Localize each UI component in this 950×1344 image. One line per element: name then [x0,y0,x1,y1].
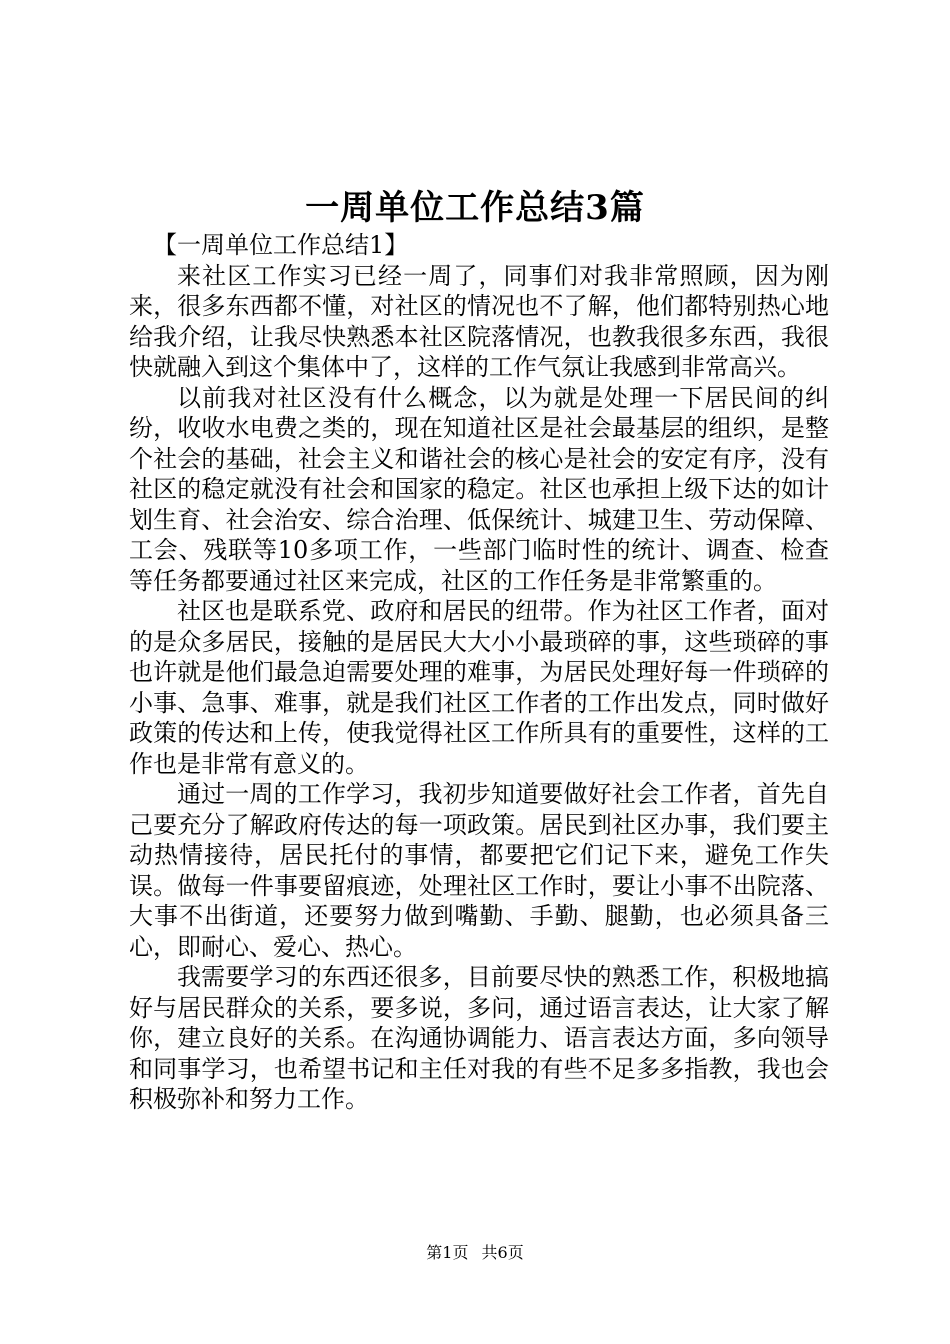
page-number: 第1页 [426,1243,469,1262]
paragraph-3: 社区也是联系党、政府和居民的纽带。作为社区工作者，面对的是众多居民，接触的是居民大大小小最琐碎的事，这些琐碎的事也许就是他们最急迫需要处理的难事，为居民处理好每一件琐碎的小事、急事、难事，就是我们社区工作者的工作出发点，同时做好政策的传达和上传，使我觉得社区工作所具有的重要性，这样的工作也是非常有意义的。 [129,597,829,778]
page-footer [0,1242,950,1264]
paragraph-2: 以前我对社区没有什么概念，以为就是处理一下居民间的纠纷，收收水电费之类的，现在知道社区是社会最基层的组织，是整个社会的基础，社会主义和谐社会的核心是社会的安定有序，没有社区的稳定就没有社会和国家的稳定。社区也承担上级下达的如计划生育、社会治安、综合治理、低保统计、城建卫生、劳动保障、工会、残联等10多项工作，一些部门临时性的统计、调查、检查等任务都要通过社区来完成，社区的工作任务是非常繁重的。 [129,383,829,595]
section-heading: 【一周单位工作总结1】 [153,231,409,259]
paragraph-1: 来社区工作实习已经一周了，同事们对我非常照顾，因为刚来，很多东西都不懂，对社区的情况也不了解，他们都特别热心地给我介绍，让我尽快熟悉本社区院落情况，也教我很多东西，我很快就融入到这个集体中了，这样的工作气氛让我感到非常高兴。 [129,261,829,381]
page-total: 共6页 [481,1243,524,1262]
document-title: 一周单位工作总结3篇 [305,188,645,228]
document-body [129,230,829,1115]
paragraph-4: 通过一周的工作学习，我初步知道要做好社会工作者，首先自己要充分了解政府传达的每一项政策。居民到社区办事，我们要主动热情接待，居民托付的事情，都要把它们记下来，避免工作失误。做每一件事要留痕迹，处理社区工作时，要让小事不出院落、大事不出街道，还要努力做到嘴勤、手勤、腿勤，也必须具备三心，即耐心、爱心、热心。 [129,780,829,961]
paragraph-5: 我需要学习的东西还很多，目前要尽快的熟悉工作，积极地搞好与居民群众的关系，要多说，多问，通过语言表达，让大家了解你，建立良好的关系。在沟通协调能力、语言表达方面，多向领导和同事学习，也希望书记和主任对我的有些不足多多指教，我也会积极弥补和努力工作。 [129,963,829,1113]
